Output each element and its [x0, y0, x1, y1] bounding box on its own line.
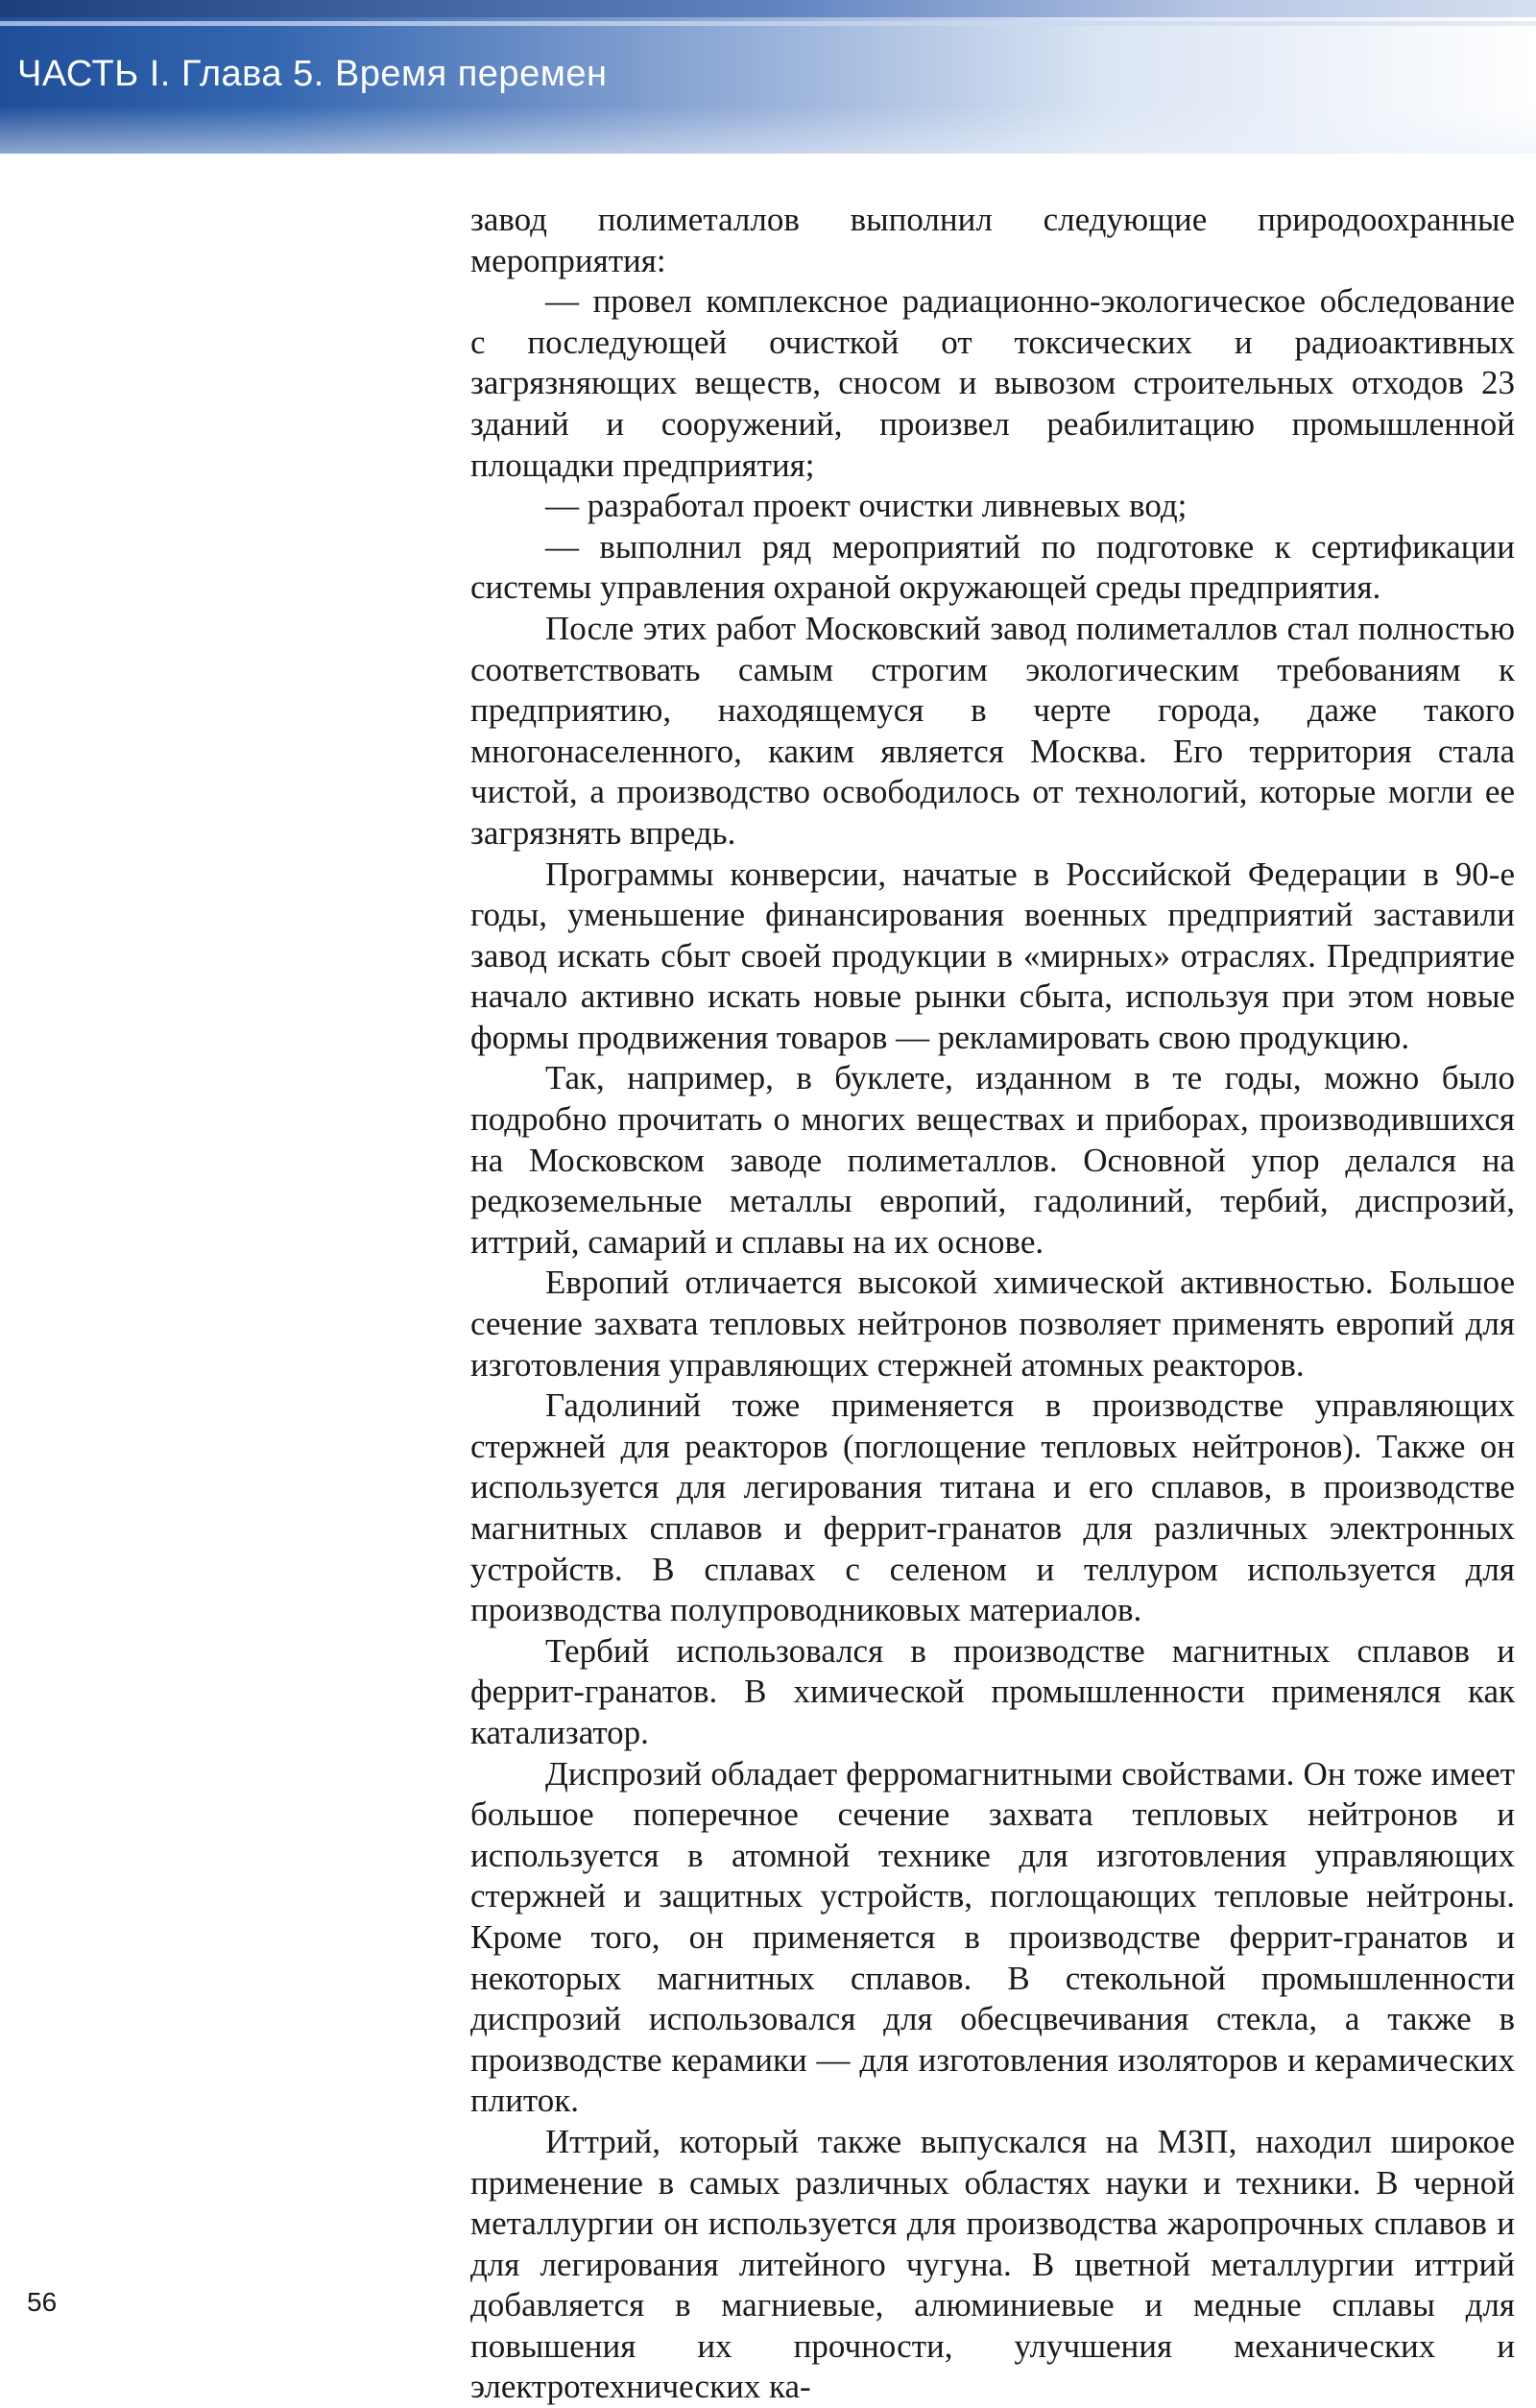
chapter-title: ЧАСТЬ I. Глава 5. Время перемен [17, 54, 608, 94]
paragraph-list-item-certification: — выполнил ряд мероприятий по подготовке к сертификации системы управления охраной окружающей среды предприятия. [470, 527, 1515, 607]
header-top-stripe [0, 0, 1536, 17]
paragraph-dysprosium: Диспрозий обладает ферромагнитными свойствами. Он тоже имеет большое поперечное сечение захвата тепловых нейтронов и используется в атомной технике для изготовления управляющих стержней и защитных устройств, поглощающих тепловые нейтроны. Кроме того, он применяется в производстве феррит-гранатов и некоторых магнитных сплавов. В стекольной промышленности диспрозий использовался для обесцвечивания стекла, а также в производстве керамики — для изготовления изоляторов и керамических плиток. [470, 1754, 1515, 2120]
chapter-header-banner [0, 0, 1536, 154]
page-body-text [470, 200, 1515, 2408]
header-fade [0, 106, 1536, 154]
paragraph-yttrium: Иттрий, который также выпускался на МЗП, находил широкое применение в самых различных областях науки и техники. В черной металлургии он используется для производства жаропрочных сплавов и для легирования литейного чугуна. В цветной металлургии иттрий добавляется в магниевые, алюминиевые и медные сплавы для повышения их прочности, улучшения механических и электротехнических ка- [470, 2122, 1515, 2406]
paragraph-terbium: Тербий использовался в производстве магнитных сплавов и феррит-гранатов. В химической промышленности применялся как катализатор. [470, 1631, 1515, 1751]
paragraph-list-item-survey: — провел комплексное радиационно-экологическое обследование с последующей очисткой от токсических и радиоактивных загрязняющих веществ, сносом и вывозом строительных отходов 23 зданий и сооружений, произвел реабилитацию промышленной площадки предприятия; [470, 282, 1515, 484]
paragraph-intro: завод полиметаллов выполнил следующие природоохранные мероприятия: [470, 201, 1515, 279]
paragraph-europium: Европий отличается высокой химической активностью. Большое сечение захвата тепловых нейтронов позволяет применять европий для изготовления управляющих стержней атомных реакторов. [470, 1264, 1515, 1384]
paragraph-booklet: Так, например, в буклете, изданном в те годы, можно было подробно прочитать о многих веществах и приборах, производившихся на Московском заводе полиметаллов. Основной упор делался на редкоземельные металлы европий, гадолиний, тербий, диспрозий, иттрий, самарий и сплавы на их основе. [470, 1059, 1515, 1261]
page-number: 56 [27, 2287, 58, 2317]
paragraph-ecology: После этих работ Московский завод полиметаллов стал полностью соответствовать самым строгим экологическим требованиям к предприятию, находящемуся в черте города, даже такого многонаселенного, каким является Москва. Его территория стала чистой, а производство освободилось от технологий, которые могли ее загрязнять впредь. [470, 609, 1515, 852]
paragraph-conversion: Программы конверсии, начатые в Российской Федерации в 90-е годы, уменьшение финансирования военных предприятий заставили завод искать сбыт своей продукции в «мирных» отраслях. Предприятие начало активно искать новые рынки сбыта, используя при этом новые формы продвижения товаров — рекламировать свою продукцию. [470, 855, 1515, 1056]
header-thin-stripe [0, 21, 1536, 26]
paragraph-list-item-drainage: — разработал проект очистки ливневых вод; [545, 487, 1188, 525]
paragraph-gadolinium: Гадолиний тоже применяется в производстве управляющих стержней для реакторов (поглощение тепловых нейтронов). Также он используется для легирования титана и его сплавов, в производстве магнитных сплавов и феррит-гранатов для различных электронных устройств. В сплавах с селеном и теллуром используется для производства полупроводниковых материалов. [470, 1386, 1515, 1629]
